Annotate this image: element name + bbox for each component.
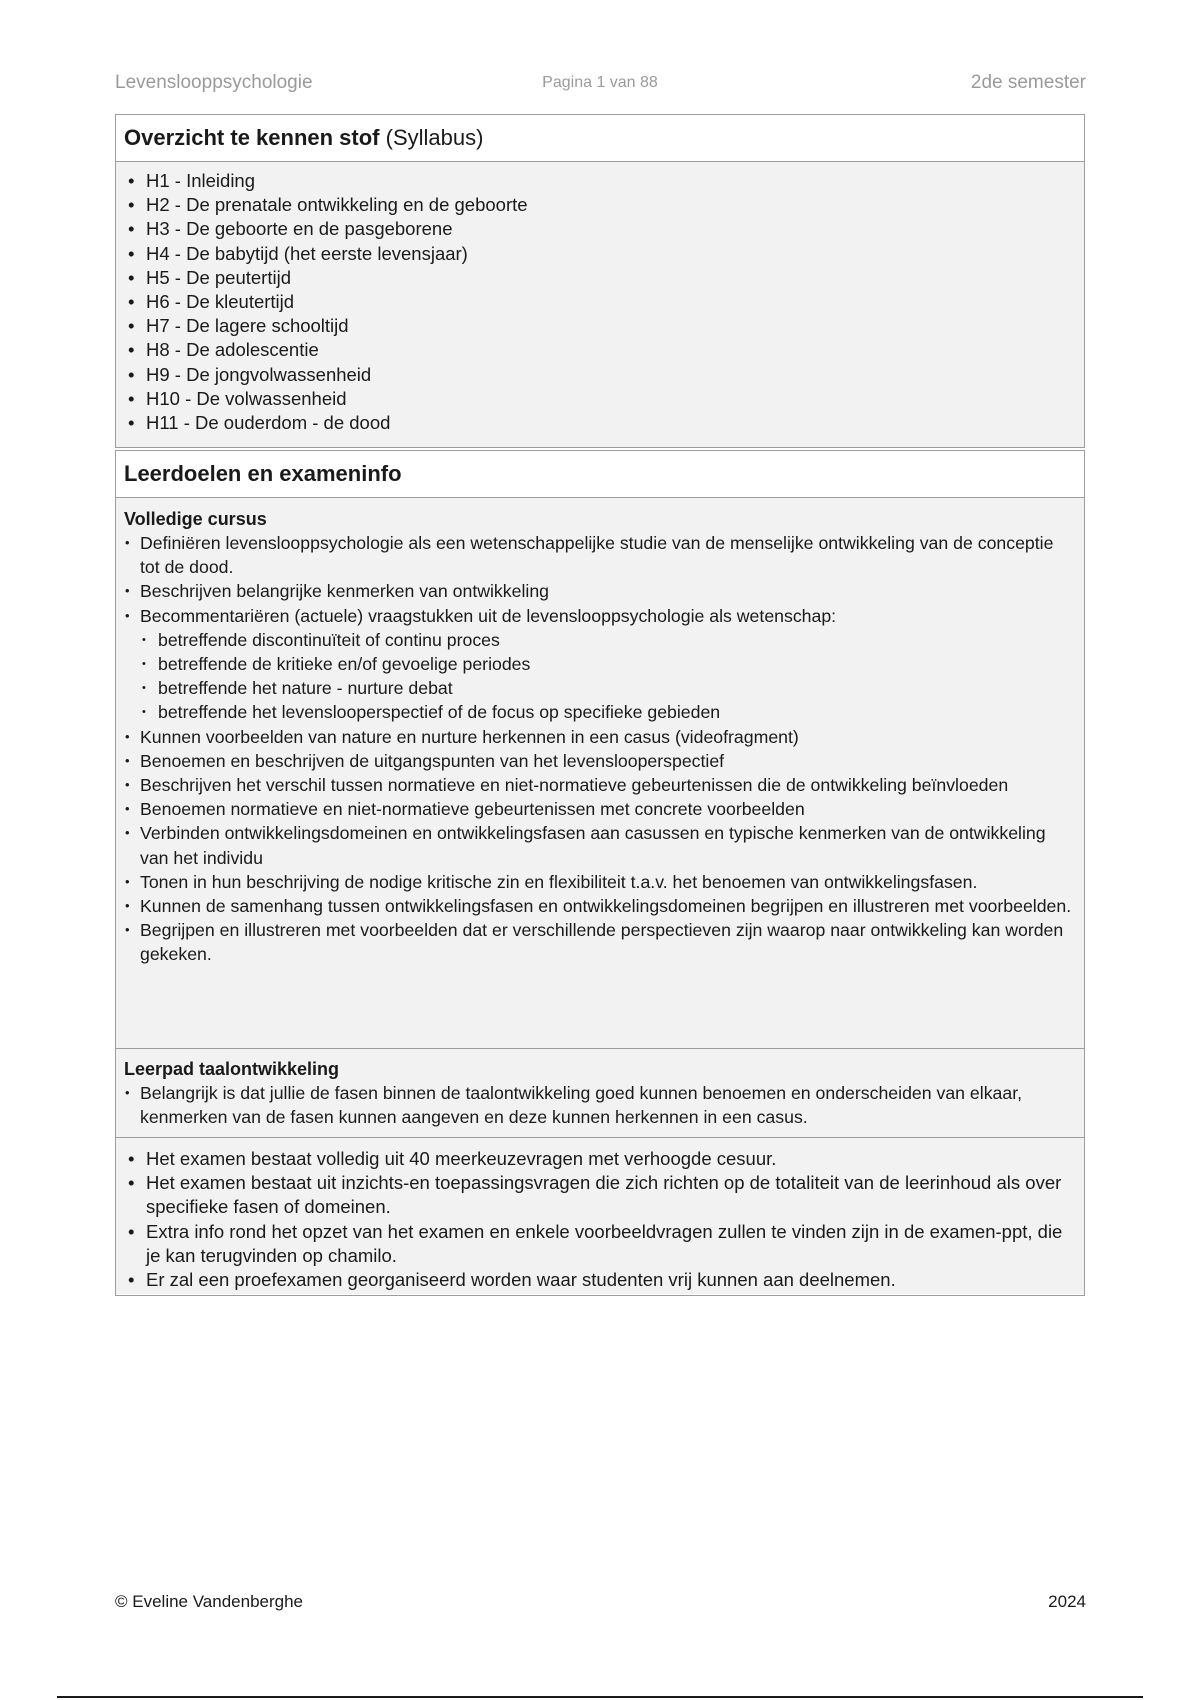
goal-item: • Definiëren levenslooppsychologie als een wetenschappelijke studie van de menselijke ontwikkeling van de conceptie tot de dood. [124, 531, 1076, 579]
exam-info-item: • Er zal een proefexamen georganiseerd worden waar studenten vrij kunnen aan deelnemen. [124, 1268, 1076, 1292]
overview-chapter-list [116, 162, 1084, 447]
language-path-heading: Leerpad taalontwikkeling [124, 1059, 340, 1079]
chapter-item: • H11 - De ouderdom - de dood [124, 411, 1076, 435]
goal-item: • Benoemen en beschrijven de uitgangspunten van het levenslooperspectief [124, 749, 1076, 773]
exam-info-item: • Extra info rond het opzet van het examen en enkele voorbeeldvragen zullen te vinden zijn in de examen-ppt, die je kan terugvinden op chamilo. [124, 1220, 1076, 1268]
chapter-item: • H10 - De volwassenheid [124, 387, 1076, 411]
footer-year: 2024 [1048, 1592, 1086, 1611]
chapter-item: • H8 - De adolescentie [124, 338, 1076, 362]
goal-subitem: • betreffende het nature - nurture debat [124, 676, 1076, 700]
exam-info-item: • Het examen bestaat uit inzichts-en toepassingsvragen die zich richten op de totaliteit van de leerinhoud als over specifieke fasen of domeinen. [124, 1171, 1076, 1219]
goals-title-text: Leerdoelen en exameninfo [124, 461, 402, 486]
overview-title-bold: Overzicht te kennen stof [124, 125, 380, 150]
goal-subitem: • betreffende discontinuïteit of continu proces [124, 628, 1076, 652]
goal-item: • Begrijpen en illustreren met voorbeelden dat er verschillende perspectieven zijn waarop naar ontwikkeling kan worden gekeken. [124, 918, 1076, 966]
overview-box [115, 114, 1085, 448]
language-path-section [116, 1049, 1084, 1138]
language-goal-item: • Belangrijk is dat jullie de fasen binnen de taalontwikkeling goed kunnen benoemen en onderscheiden van elkaar, kenmerken van de fasen kunnen aangeven en deze kunnen herkennen in een casus. [124, 1081, 1076, 1129]
goal-item: • Verbinden ontwikkelingsdomeinen en ontwikkelingsfasen aan casussen en typische kenmerken van de ontwikkeling van het individu [124, 821, 1076, 869]
goal-item: • Tonen in hun beschrijving de nodige kritische zin en flexibiliteit t.a.v. het benoemen van ontwikkelingsfasen. [124, 870, 1076, 894]
overview-title [116, 115, 1084, 162]
goal-item: • Becommentariëren (actuele) vraagstukken uit de levenslooppsychologie als wetenschap: [124, 604, 1076, 628]
footer-author: © Eveline Vandenberghe [115, 1592, 304, 1611]
goal-item: • Beschrijven belangrijke kenmerken van ontwikkeling [124, 579, 1076, 603]
chapter-item: • H7 - De lagere schooltijd [124, 314, 1076, 338]
full-course-heading: Volledige cursus [124, 509, 267, 529]
goal-item: • Benoemen normatieve en niet-normatieve gebeurtenissen met concrete voorbeelden [124, 797, 1076, 821]
header-semester: 2de semester [970, 72, 1086, 93]
chapter-item: • H6 - De kleutertijd [124, 290, 1076, 314]
chapter-item: • H5 - De peutertijd [124, 266, 1076, 290]
chapter-item: • H4 - De babytijd (het eerste levensjaar) [124, 242, 1076, 266]
chapter-item: • H2 - De prenatale ontwikkeling en de geboorte [124, 193, 1076, 217]
chapter-item: • H1 - Inleiding [124, 169, 1076, 193]
goal-item: • Kunnen voorbeelden van nature en nurture herkennen in een casus (videofragment) [124, 725, 1076, 749]
goals-box [115, 450, 1085, 1296]
goal-subitem: • betreffende het levenslooperspectief of de focus op specifieke gebieden [124, 700, 1076, 724]
chapter-item: • H9 - De jongvolwassenheid [124, 363, 1076, 387]
overview-title-suffix: (Syllabus) [379, 125, 484, 150]
exam-info-section [116, 1138, 1084, 1294]
exam-info-item: • Het examen bestaat volledig uit 40 meerkeuzevragen met verhoogde cesuur. [124, 1147, 1076, 1171]
goal-subitem: • betreffende de kritieke en/of gevoelige periodes [124, 652, 1076, 676]
full-course-section [116, 498, 1084, 1049]
goals-title [116, 451, 1084, 498]
goal-item: • Kunnen de samenhang tussen ontwikkelingsfasen en ontwikkelingsdomeinen begrijpen en illustreren met voorbeelden. [124, 894, 1076, 918]
header-page-number: Pagina 1 van 88 [542, 74, 658, 91]
bottom-divider [57, 1696, 1143, 1698]
header-course-title: Levenslooppsychologie [115, 72, 313, 93]
chapter-item: • H3 - De geboorte en de pasgeborene [124, 217, 1076, 241]
goal-item: • Beschrijven het verschil tussen normatieve en niet-normatieve gebeurtenissen die de ontwikkeling beïnvloeden [124, 773, 1076, 797]
